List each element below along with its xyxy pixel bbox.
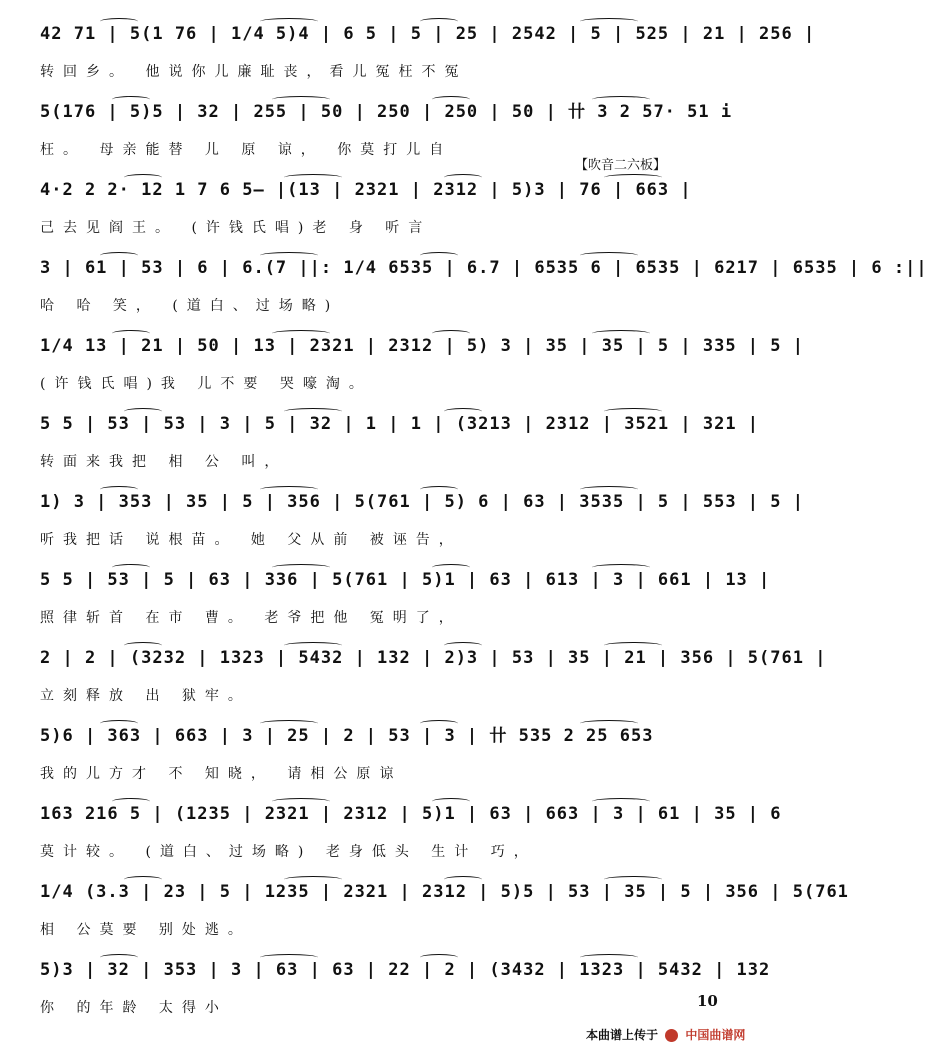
score-system	[40, 716, 740, 806]
slur-mark	[444, 876, 482, 883]
slur-mark	[272, 96, 330, 103]
notation-line: 1/4 13 | 21 | 50 | 13 | 2321 | 2312 | 5) 3 | 35 | 35 | 5 | 335 | 5 |	[40, 336, 804, 356]
slur-mark	[124, 408, 162, 415]
slur-mark	[260, 486, 318, 493]
score-system	[40, 560, 771, 650]
slur-mark	[272, 564, 330, 571]
score-system	[40, 326, 804, 416]
slur-mark	[420, 720, 458, 727]
slur-mark	[444, 174, 482, 181]
notation-line: 3 | 61 | 53 | 6 | 6.(7 ||: 1/4 6535 | 6.7 | 6535 6 | 6535 | 6217 | 6535 | 6 :||	[40, 258, 928, 278]
slur-mark	[260, 954, 318, 961]
slur-mark	[284, 408, 342, 415]
slur-mark	[420, 18, 458, 25]
slur-mark	[604, 174, 662, 181]
slur-mark	[260, 252, 318, 259]
slur-mark	[580, 252, 638, 259]
score-system	[40, 158, 740, 260]
slur-mark	[580, 720, 638, 727]
slur-mark	[100, 486, 138, 493]
slur-mark	[444, 408, 482, 415]
slur-mark	[580, 18, 638, 25]
slur-mark	[112, 798, 150, 805]
lyric-line: (许钱氏唱)我 儿不要 哭嚎淘。	[40, 376, 372, 392]
notation-line: 5(176 | 5)5 | 32 | 255 | 50 | 250 | 250 | 50 | 卄 3 2 57· 51 i	[40, 102, 733, 122]
lyric-line: 转面来我把 相 公 叫，	[40, 454, 288, 470]
lyric-line: 听我把话 说根苗。 她 父从前 被诬告，	[40, 532, 462, 548]
slur-mark	[272, 330, 330, 337]
slur-mark	[592, 798, 650, 805]
notation-line: 2 | 2 | (3232 | 1323 | 5432 | 132 | 2)3 | 53 | 35 | 21 | 356 | 5(761 |	[40, 648, 827, 668]
score-system	[40, 404, 760, 494]
lyric-line: 你 的年龄 太得小	[40, 1000, 228, 1016]
site-logo-icon	[665, 1029, 678, 1042]
lyric-line: 莫计较。 (道白、过场略) 老身低头 生计 巧，	[40, 844, 537, 860]
lyric-line: 照律斩首 在市 曹。 老爷把他 冤明了，	[40, 610, 462, 626]
slur-mark	[112, 564, 150, 571]
notation-line: 42 71 | 5(1 76 | 1/4 5)4 | 6 5 | 5 | 25 | 2542 | 5 | 525 | 21 | 256 |	[40, 24, 816, 44]
slur-mark	[112, 330, 150, 337]
notation-line: 1) 3 | 353 | 35 | 5 | 356 | 5(761 | 5) 6 | 63 | 3535 | 5 | 553 | 5 |	[40, 492, 804, 512]
page-number: 10	[697, 992, 718, 1010]
slur-mark	[112, 96, 150, 103]
notation-line: 5)6 | 363 | 663 | 3 | 25 | 2 | 53 | 3 | 卄 535 2 25 653	[40, 726, 654, 746]
slur-mark	[272, 798, 330, 805]
slur-mark	[432, 798, 470, 805]
slur-mark	[100, 720, 138, 727]
notation-line: 4·2 2 2· 12 1 7 6 5– |(13 | 2321 | 2312 | 5)3 | 76 | 663 |	[40, 180, 692, 200]
slur-mark	[260, 18, 318, 25]
slur-mark	[592, 96, 650, 103]
slur-mark	[432, 564, 470, 571]
slur-mark	[432, 96, 470, 103]
slur-mark	[284, 876, 342, 883]
score-system	[40, 14, 816, 104]
lyric-line: 相 公莫要 别处逃。	[40, 922, 251, 938]
notation-line: 5 5 | 53 | 53 | 3 | 5 | 32 | 1 | 1 | (3213 | 2312 | 3521 | 321 |	[40, 414, 760, 434]
lyric-line: 转回乡。 他说你儿廉耻丧，看儿冤枉不冤	[40, 64, 468, 80]
slur-mark	[604, 408, 662, 415]
slur-mark	[284, 642, 342, 649]
score-system	[40, 794, 782, 884]
slur-mark	[100, 18, 138, 25]
score-system	[40, 872, 849, 962]
score-system	[40, 248, 928, 338]
slur-mark	[100, 252, 138, 259]
lyric-line: 哈 哈 笑， (道白、过场略)	[40, 298, 340, 314]
slur-mark	[124, 876, 162, 883]
slur-mark	[580, 954, 638, 961]
slur-mark	[100, 954, 138, 961]
notation-line: 5)3 | 32 | 353 | 3 | 63 | 63 | 22 | 2 | (3432 | 1323 | 5432 | 132	[40, 960, 771, 980]
score-system	[40, 638, 827, 728]
slur-mark	[604, 876, 662, 883]
footer-brand: 中国曲谱网	[685, 1028, 746, 1042]
slur-mark	[444, 642, 482, 649]
slur-mark	[124, 174, 162, 181]
score-system	[40, 482, 804, 572]
slur-mark	[592, 564, 650, 571]
slur-mark	[580, 486, 638, 493]
slur-mark	[592, 330, 650, 337]
notation-line: 5 5 | 53 | 5 | 63 | 336 | 5(761 | 5)1 | 63 | 613 | 3 | 661 | 13 |	[40, 570, 771, 590]
lyric-line: 己去见阎王。 (许钱氏唱)老 身 听言	[40, 220, 432, 236]
notation-line: 1/4 (3.3 | 23 | 5 | 1235 | 2321 | 2312 | 5)5 | 53 | 35 | 5 | 356 | 5(761	[40, 882, 849, 902]
slur-mark	[284, 174, 342, 181]
lyric-line: 我的儿方才 不 知晓， 请相公原谅	[40, 766, 403, 782]
slur-mark	[432, 330, 470, 337]
slur-mark	[124, 642, 162, 649]
slur-mark	[604, 642, 662, 649]
lyric-line: 枉。 母亲能替 儿 原 谅， 你莫打儿自	[40, 142, 453, 158]
lyric-line: 立刻释放 出 狱牢。	[40, 688, 251, 704]
slur-mark	[420, 486, 458, 493]
slur-mark	[420, 954, 458, 961]
notation-line: 163 216 5 | (1235 | 2321 | 2312 | 5)1 | 63 | 663 | 3 | 61 | 35 | 6	[40, 804, 782, 824]
section-tag: 【吹音二六板】	[575, 158, 667, 173]
slur-mark	[420, 252, 458, 259]
footer	[586, 1026, 745, 1043]
slur-mark	[260, 720, 318, 727]
footer-text: 本曲谱上传于	[586, 1028, 659, 1042]
